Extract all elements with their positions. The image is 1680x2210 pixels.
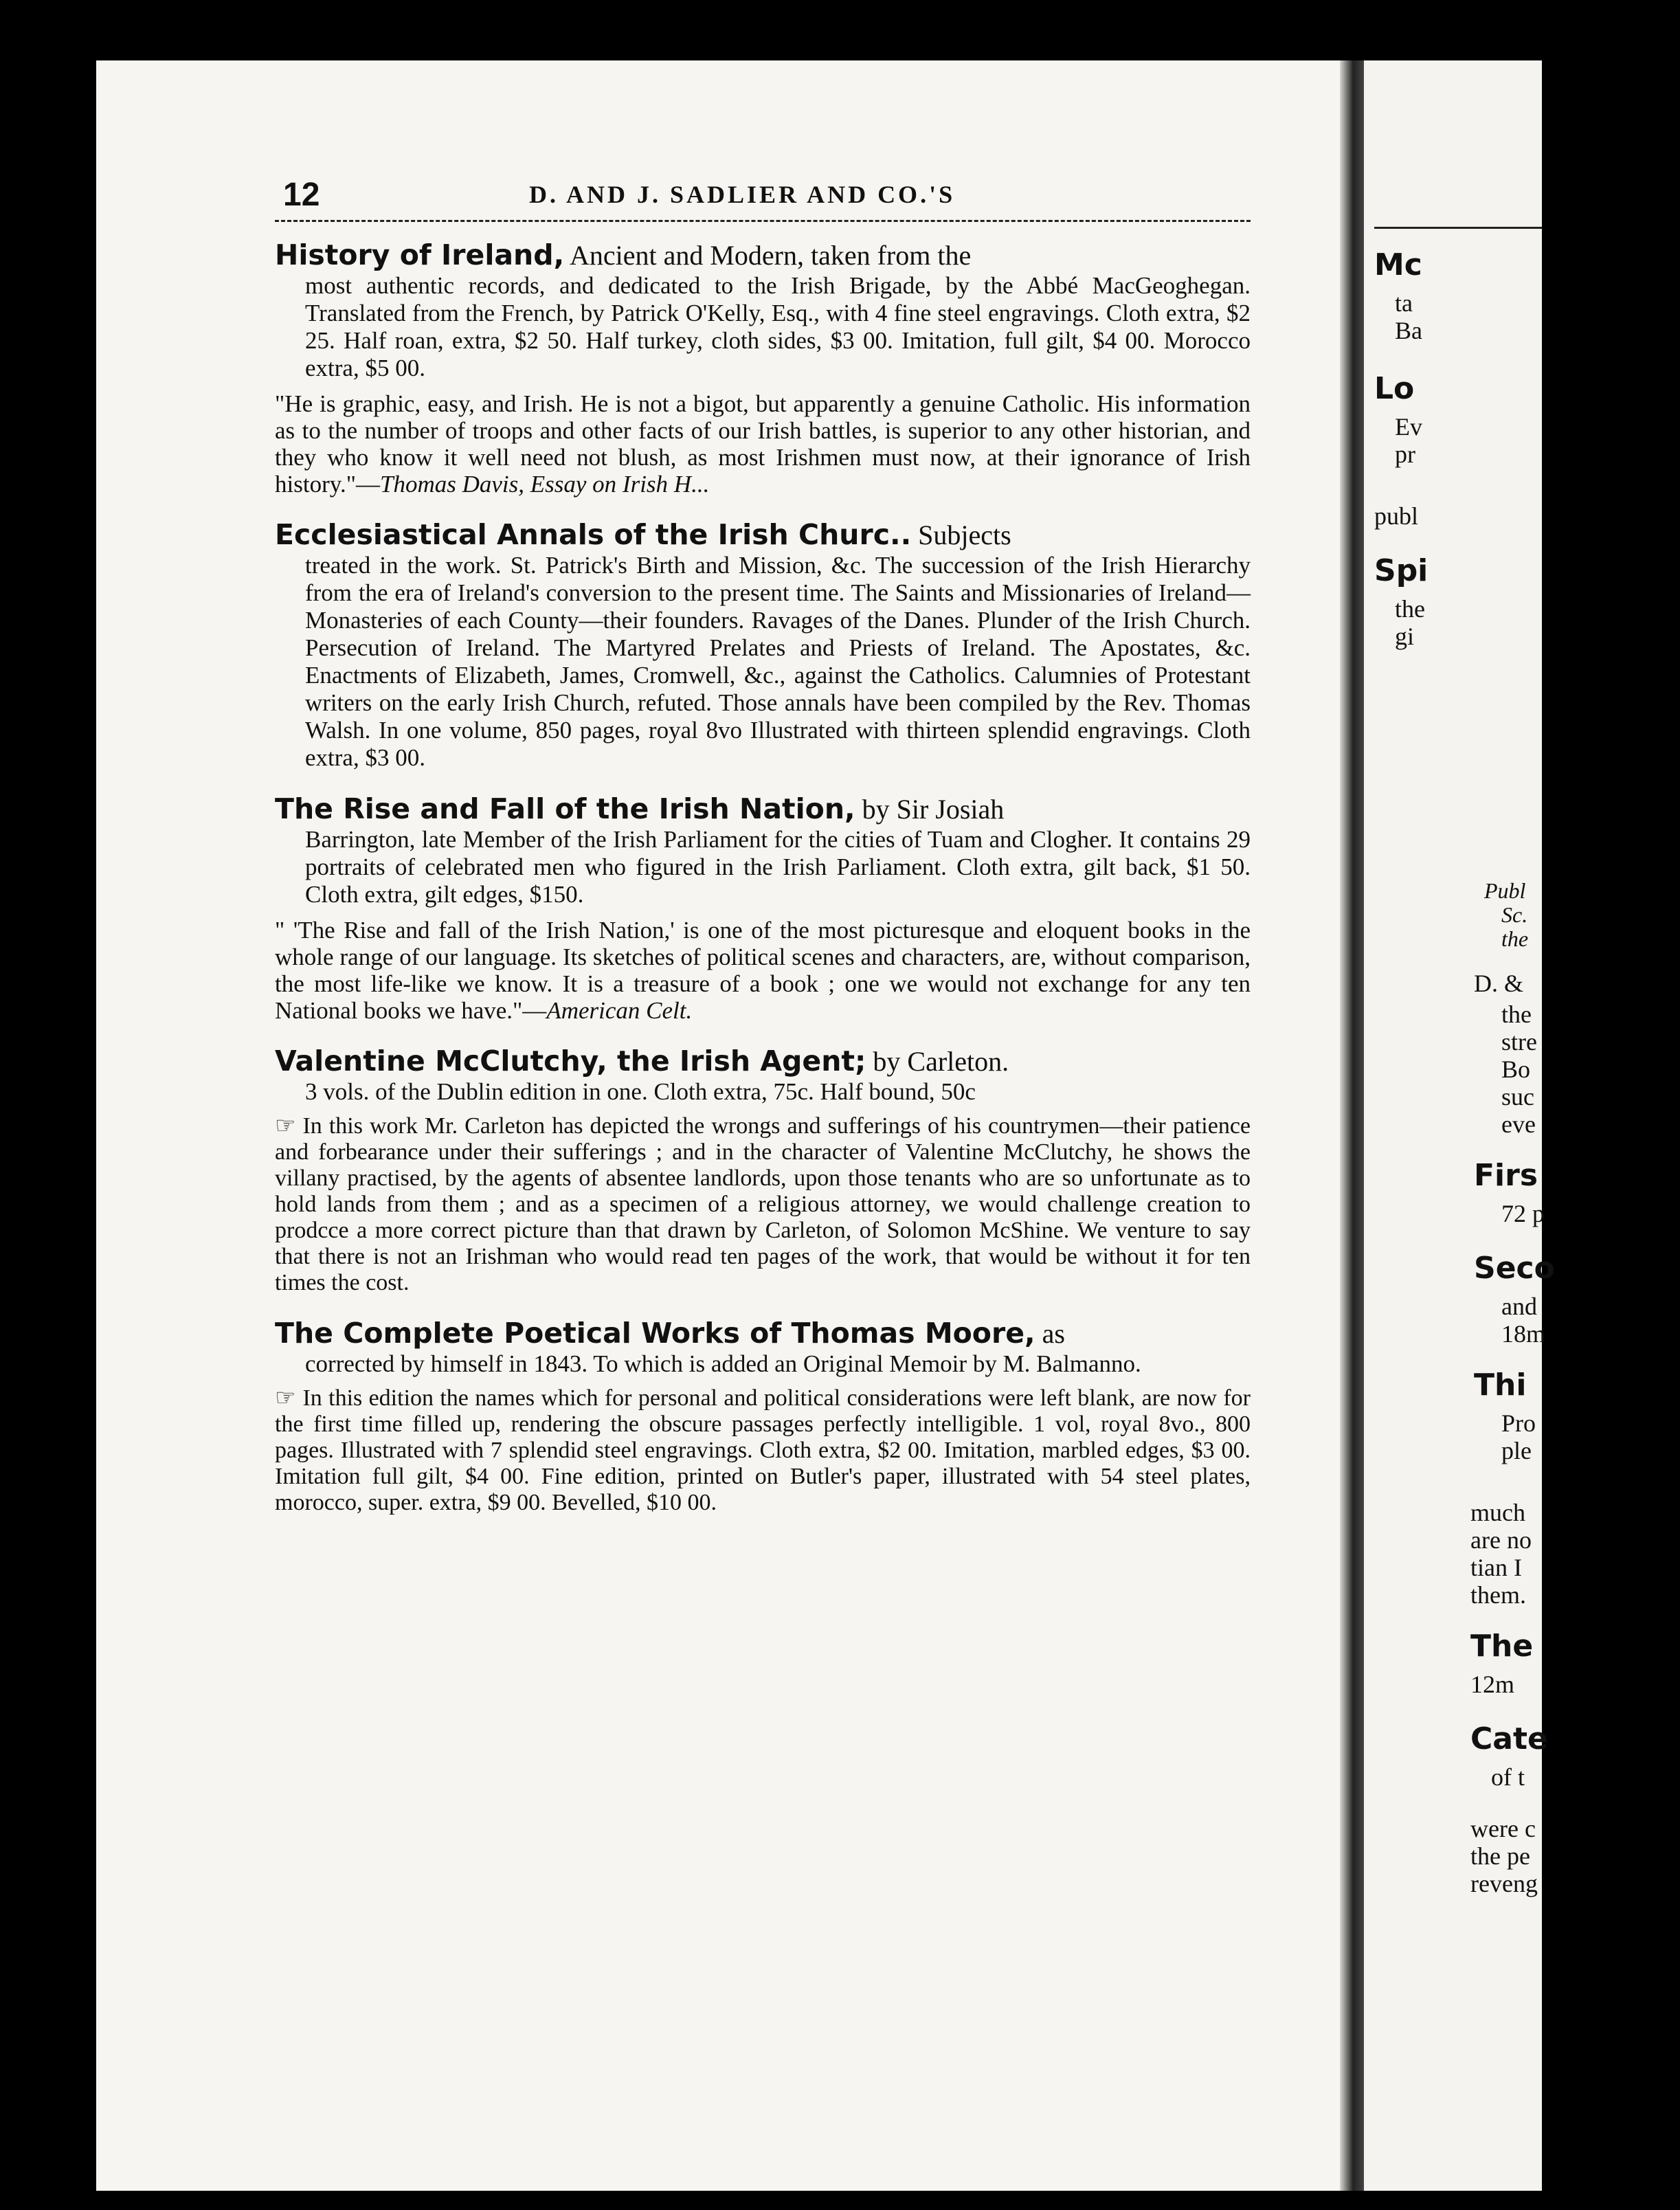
entry-title: Ecclesiastical Annals of the Irish Churc.. [275, 518, 912, 551]
facing-page-fragment: stre [1501, 1028, 1537, 1056]
facing-page-fragment: D. & [1474, 970, 1523, 997]
entry-heading [275, 1045, 1251, 1078]
entry-heading [275, 792, 1251, 826]
facing-page-fragment: Thi [1474, 1368, 1527, 1403]
facing-page-fragment: ta [1395, 289, 1413, 317]
facing-page-fragment: Sc. [1501, 902, 1528, 927]
facing-page-fragment: Spi [1374, 553, 1429, 588]
entry-heading [275, 1317, 1251, 1350]
catalog-entry [275, 1045, 1251, 1296]
note-text: In this edition the names which for personal and political considerations were left blank, are now for the first time filled up, rendering the obscure passages perfectly intelligible. 1 vol, royal 8vo., 800 pages. Illustrated with 7 splendid steel engravings. Cloth extra, $2 00. Imitation, marbled edges, $3 00. Imitation full gilt, $4 00. Fine edition, printed on Butler's paper, illustrated with 54 steel plates, morocco, super. extra, $9 00. Bevelled, $10 00. [275, 1385, 1251, 1515]
facing-page-fragment: eve [1501, 1110, 1536, 1138]
entry-heading-rest: as [1035, 1318, 1065, 1349]
facing-page-fragment: and [1501, 1293, 1537, 1320]
facing-page-fragment: 72 p [1501, 1200, 1545, 1227]
facing-page-fragment: much [1470, 1499, 1525, 1526]
entry-title: The Complete Poetical Works of Thomas Moore, [275, 1317, 1035, 1350]
entry-description: 3 vols. of the Dublin edition in one. Cloth extra, 75c. Half bound, 50c [305, 1078, 976, 1105]
catalog-entry [275, 792, 1251, 1024]
facing-page-fragment: Lo [1374, 371, 1415, 406]
editorial-note [275, 1113, 1251, 1296]
page-number: 12 [283, 177, 320, 213]
entry-heading-rest: Subjects [911, 520, 1011, 550]
facing-page-fragment: reveng [1470, 1870, 1538, 1897]
facing-page-fragment: them. [1470, 1581, 1526, 1609]
facing-page-fragment: 18m [1501, 1320, 1546, 1348]
pointing-hand-icon: ☞ [275, 1112, 296, 1139]
note-text: In this work Mr. Carleton has depicted the wrongs and sufferings of his countrymen—their patience and forbearance under their sufferings ; and in the character of Valentine McClutchy, he shows the villany practised, by the agents of absentee landlords, upon those tenants who are so unfortunate as to hold lands from them ; and as a specimen of a religious attorney, we would challenge creation to prodcce a more correct picture than that drawn by Carleton, of Solomon McShine. We venture to say that there is not an Irishman who would read ten pages of the work, that would be without it for ten times the cost. [275, 1113, 1251, 1295]
facing-page-fragment: are no [1470, 1526, 1532, 1554]
facing-page-fragment: publ [1374, 502, 1419, 530]
entry-description: treated in the work. St. Patrick's Birth and Mission, &c. The succession of the Irish Hierarchy from the era of Ireland's conversion to the present time. The Saints and Missionaries of Ireland—Monasteries of each County—their founders. Ravages of the Danes. Plunder of the Irish Church. Persecution of Ireland. The Martyred Prelates and Priests of Ireland. The Apostates, &c. Enactments of Elizabeth, James, Cromwell, &c., against the Catholics. Calumnies of Protestant writers on the early Irish Church, refuted. Those annals have been compiled by the Rev. Thomas Walsh. In one volume, 850 pages, royal 8vo Illustrated with thirteen splendid engravings. Cloth extra, $3 00. [305, 552, 1251, 771]
entry-description: most authentic records, and dedicated to the Irish Brigade, by the Abbé MacGeoghegan. Translated from the French, by Patrick O'Kelly, Esq., with 4 fine steel engravings. Cloth extra, $2 25. Half roan, extra, $2 50. Half turkey, cloth sides, $3 00. Imitation, full gilt, $4 00. Morocco extra, $5 00. [305, 272, 1251, 381]
facing-page-fragment: Mc [1374, 247, 1422, 282]
facing-page-fragment: Firs [1474, 1158, 1538, 1193]
quote-text: "He is graphic, easy, and Irish. He is not a bigot, but apparently a genuine Catholic. His information as to the number of troops and other facts of our Irish battles, is superior to any other historian, and they who know it well need not blush, as most Irishmen must now, at their ignorance of Irish history."— [275, 390, 1251, 498]
running-title: D. AND J. SADLIER AND CO.'S [529, 181, 956, 208]
pointing-hand-icon: ☞ [275, 1384, 296, 1411]
entry-title: History of Ireland, [275, 238, 565, 271]
facing-page-rule [1374, 227, 1542, 229]
review-quote [275, 917, 1251, 1024]
entry-heading-rest: Ancient and Modern, taken from the [564, 240, 972, 271]
catalog-entry [275, 1317, 1251, 1516]
entry-heading-rest: by Sir Josiah [855, 794, 1005, 825]
entry-heading-rest: by Carleton. [866, 1046, 1009, 1077]
entry-description: Barrington, late Member of the Irish Parliament for the cities of Tuam and Clogher. It contains 29 portraits of celebrated men who figured in the Irish Parliament. Cloth extra, gilt back, $1 50. Cloth extra, gilt edges, $150. [305, 826, 1251, 908]
quote-attribution: American Celt. [546, 997, 693, 1024]
book-gutter [1340, 60, 1364, 2191]
facing-page-fragment: were c [1470, 1815, 1536, 1842]
facing-page-fragment: Ev [1395, 413, 1422, 440]
facing-page-fragment: Pro [1501, 1409, 1536, 1437]
editorial-note [275, 1385, 1251, 1516]
entry-title: The Rise and Fall of the Irish Nation, [275, 792, 855, 825]
catalog-page [275, 172, 1251, 1537]
facing-page-fragment: the [1501, 926, 1529, 951]
facing-page-fragment: Bo [1501, 1056, 1531, 1083]
facing-page-fragment: pr [1395, 440, 1415, 468]
entry-description: corrected by himself in 1843. To which is added an Original Memoir by M. Balmanno. [305, 1350, 1141, 1377]
facing-page-fragment: Publ [1484, 878, 1526, 903]
catalog-entry [275, 238, 1251, 498]
facing-page-fragment: gi [1395, 623, 1415, 650]
facing-page-fragment: Seco [1474, 1251, 1555, 1286]
facing-page-fragment: Cate [1470, 1721, 1548, 1756]
facing-page-fragment: the [1501, 1001, 1532, 1028]
facing-page-fragment: the [1395, 595, 1425, 623]
entry-heading [275, 238, 1251, 272]
facing-page-fragment: ple [1501, 1437, 1532, 1464]
review-quote [275, 390, 1251, 498]
facing-page-fragment: the pe [1470, 1842, 1530, 1870]
entry-heading [275, 518, 1251, 552]
facing-page-fragment: 12m [1470, 1671, 1515, 1698]
facing-page-fragment: The [1470, 1629, 1534, 1664]
quote-attribution: Thomas Davis, Essay on Irish H... [380, 471, 710, 498]
facing-page-fragment: of t [1491, 1763, 1525, 1791]
catalog-entry [275, 518, 1251, 772]
facing-page-fragment: Ba [1395, 317, 1422, 344]
quote-text: " 'The Rise and fall of the Irish Nation,' is one of the most picturesque and eloquent books in the whole range of our language. Its sketches of political scenes and characters, are, without comparison, the most life-like we know. It is a treasure of a book ; one we would not exchange for any ten National books we have."— [275, 917, 1251, 1024]
entry-title: Valentine McClutchy, the Irish Agent; [275, 1045, 866, 1078]
running-head [275, 172, 1251, 222]
facing-page-fragment: tian I [1470, 1554, 1522, 1581]
facing-page-fragment: suc [1501, 1083, 1534, 1110]
